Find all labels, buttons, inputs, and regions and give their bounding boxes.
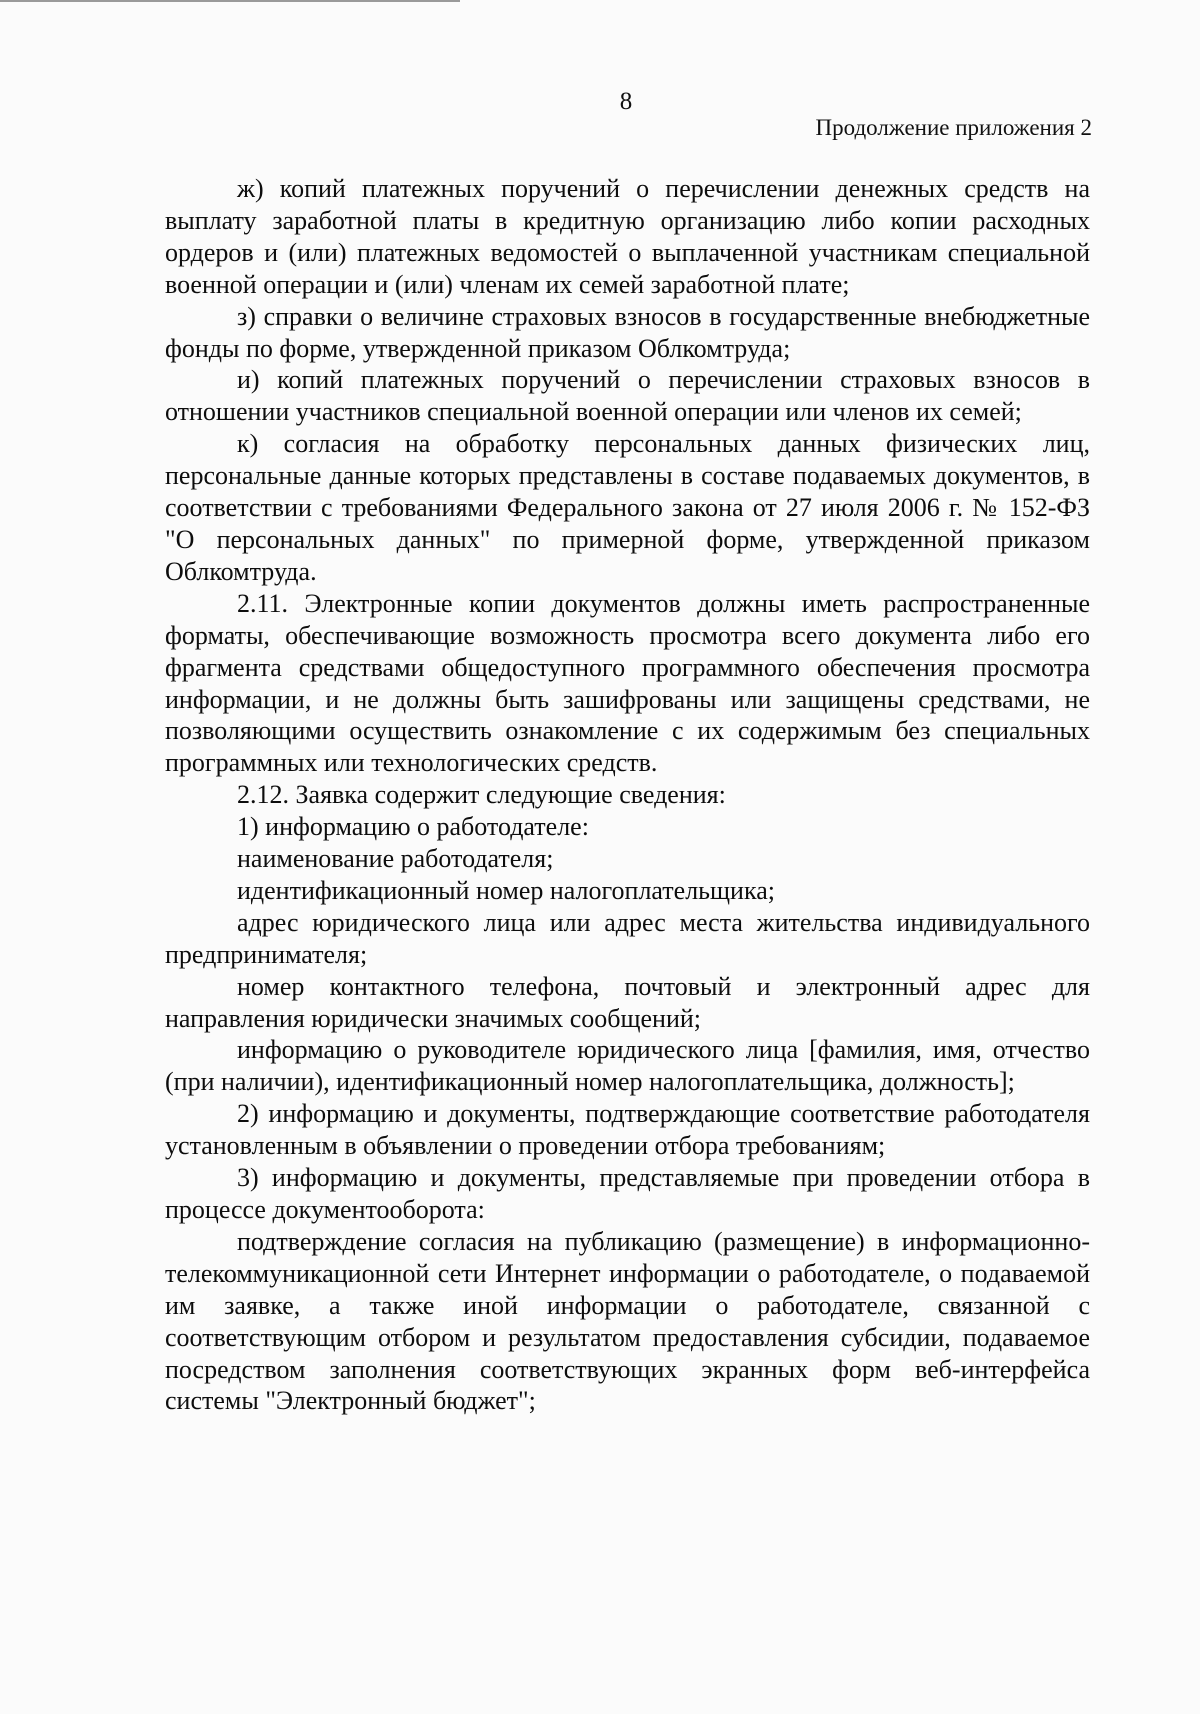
paragraph-publication-consent: подтверждение согласия на публикацию (размещение) в информационно-телекоммуникационной сети Интернет информации о работодателе, о подаваемой им заявке, а также иной информации о работодателе, связанной с соответствующим отбором и результатом предоставления субсидии, подаваемое посредством заполнения соответствующих экранных форм веб-интерфейса системы "Электронный бюджет"; [165, 1226, 1090, 1416]
paragraph-2-12: 2.12. Заявка содержит следующие сведения: [237, 780, 726, 810]
running-head: Продолжение приложения 2 [815, 115, 1092, 140]
paragraph-i: и) копий платежных поручений о перечислении страховых взносов в отношении участников специальной военной операции или членов их семей; [165, 365, 1090, 427]
page-number: 8 [619, 88, 633, 115]
paragraph-tax-id: идентификационный номер налогоплательщика; [237, 875, 775, 905]
paragraph-employer-name: наименование работодателя; [237, 844, 554, 874]
paragraph-zh: ж) копий платежных поручений о перечислении денежных средств на выплату заработной платы в кредитную организацию либо копии расходных ордеров и (или) платежных ведомостей о выплаченной участникам специальной военной операции и (или) членам их семей заработной плате; [165, 174, 1090, 299]
paragraph-item-3: 3) информацию и документы, представляемые при проведении отбора в процессе документооборота: [165, 1163, 1090, 1224]
paragraph-contacts: номер контактного телефона, почтовый и электронный адрес для направления юридически значимых сообщений; [165, 971, 1090, 1033]
paragraph-head-info: информацию о руководителе юридического лица [фамилия, имя, отчество (при наличии), идентификационный номер налогоплательщика, должность]; [165, 1035, 1090, 1097]
paragraph-item-1: 1) информацию о работодателе: [237, 812, 589, 842]
paragraph-2-11: 2.11. Электронные копии документов должны иметь распространенные форматы, обеспечивающие возможность просмотра всего документа либо его фрагмента средствами общедоступного программного обеспечения просмотра информации, и не должны быть зашифрованы или защищены средствами, не позволяющими осуществить ознакомление с их содержимым без специальных программных или технологических средств. [165, 588, 1090, 778]
paragraph-item-2: 2) информацию и документы, подтверждающие соответствие работодателя установленным в объявлении о проведении отбора требованиям; [165, 1099, 1090, 1161]
document-body [165, 173, 1090, 1417]
scan-edge-line [0, 0, 460, 2]
paragraph-k: к) согласия на обработку персональных данных физических лиц, персональные данные которых представлены в составе подаваемых документов, в соответствии с требованиями Федерального закона от 27 июля 2006 г. № 152-ФЗ "О персональных данных" по примерной форме, утвержденной приказом Облкомтруда. [165, 429, 1090, 586]
paragraph-z: з) справки о величине страховых взносов в государственные внебюджетные фонды по форме, утвержденной приказом Облкомтруда; [165, 301, 1090, 363]
paragraph-address: адрес юридического лица или адрес места жительства индивидуального предпринимателя; [165, 907, 1090, 969]
